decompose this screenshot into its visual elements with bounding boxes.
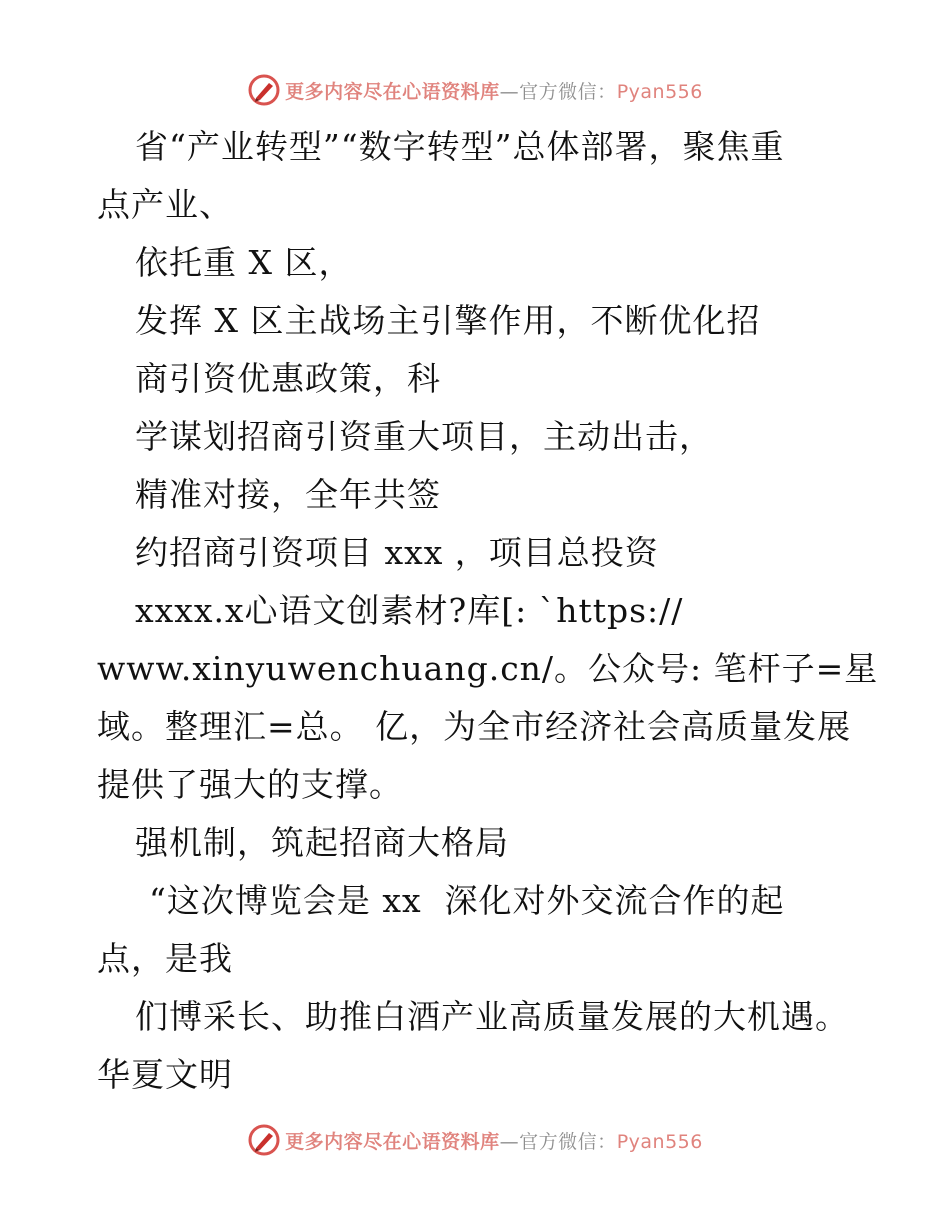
text-line: 精准对接，全年共签 — [135, 475, 441, 514]
text-line: 商引资优惠政策，科 — [135, 359, 441, 398]
text-line: 域。整理汇=总。 亿，为全市经济社会高质量发展 — [97, 707, 852, 746]
text-line: 华夏文明 — [97, 1055, 233, 1094]
document-body — [97, 118, 879, 1104]
footer-watermark — [0, 1120, 950, 1160]
text-line: xxxx.x心语文创素材?库[: `https:// — [135, 591, 684, 630]
text-line: www.xinyuwenchuang.cn/。公众号: 笔杆子=星 — [97, 649, 879, 688]
text-line: 们博采长、助推白酒产业高质量发展的大机遇。 — [135, 997, 849, 1036]
text-line: “这次博览会是 xx 深化对外交流合作的起 — [149, 881, 785, 920]
text-line: 约招商引资项目 xxx ，项目总投资 — [135, 533, 659, 572]
text-line: 点，是我 — [97, 939, 233, 978]
text-line: 省“产业转型”“数字转型”总体部署，聚焦重 — [135, 127, 785, 166]
watermark-text: 更多内容尽在心语资料库—官方微信：Pyan556 — [285, 1130, 703, 1153]
text-line: 学谋划招商引资重大项目，主动出击， — [135, 417, 713, 456]
text-line: 依托重 X 区， — [135, 243, 353, 282]
header-watermark — [0, 70, 950, 110]
text-line: 提供了强大的支撑。 — [97, 765, 403, 804]
text-line: 点产业、 — [97, 185, 233, 224]
watermark-text: 更多内容尽在心语资料库—官方微信：Pyan556 — [285, 80, 703, 103]
text-line: 发挥 X 区主战场主引擎作用，不断优化招 — [135, 301, 761, 340]
pen-logo-icon — [247, 73, 281, 107]
pen-logo-icon — [247, 1123, 281, 1157]
text-line: 强机制，筑起招商大格局 — [135, 823, 509, 862]
